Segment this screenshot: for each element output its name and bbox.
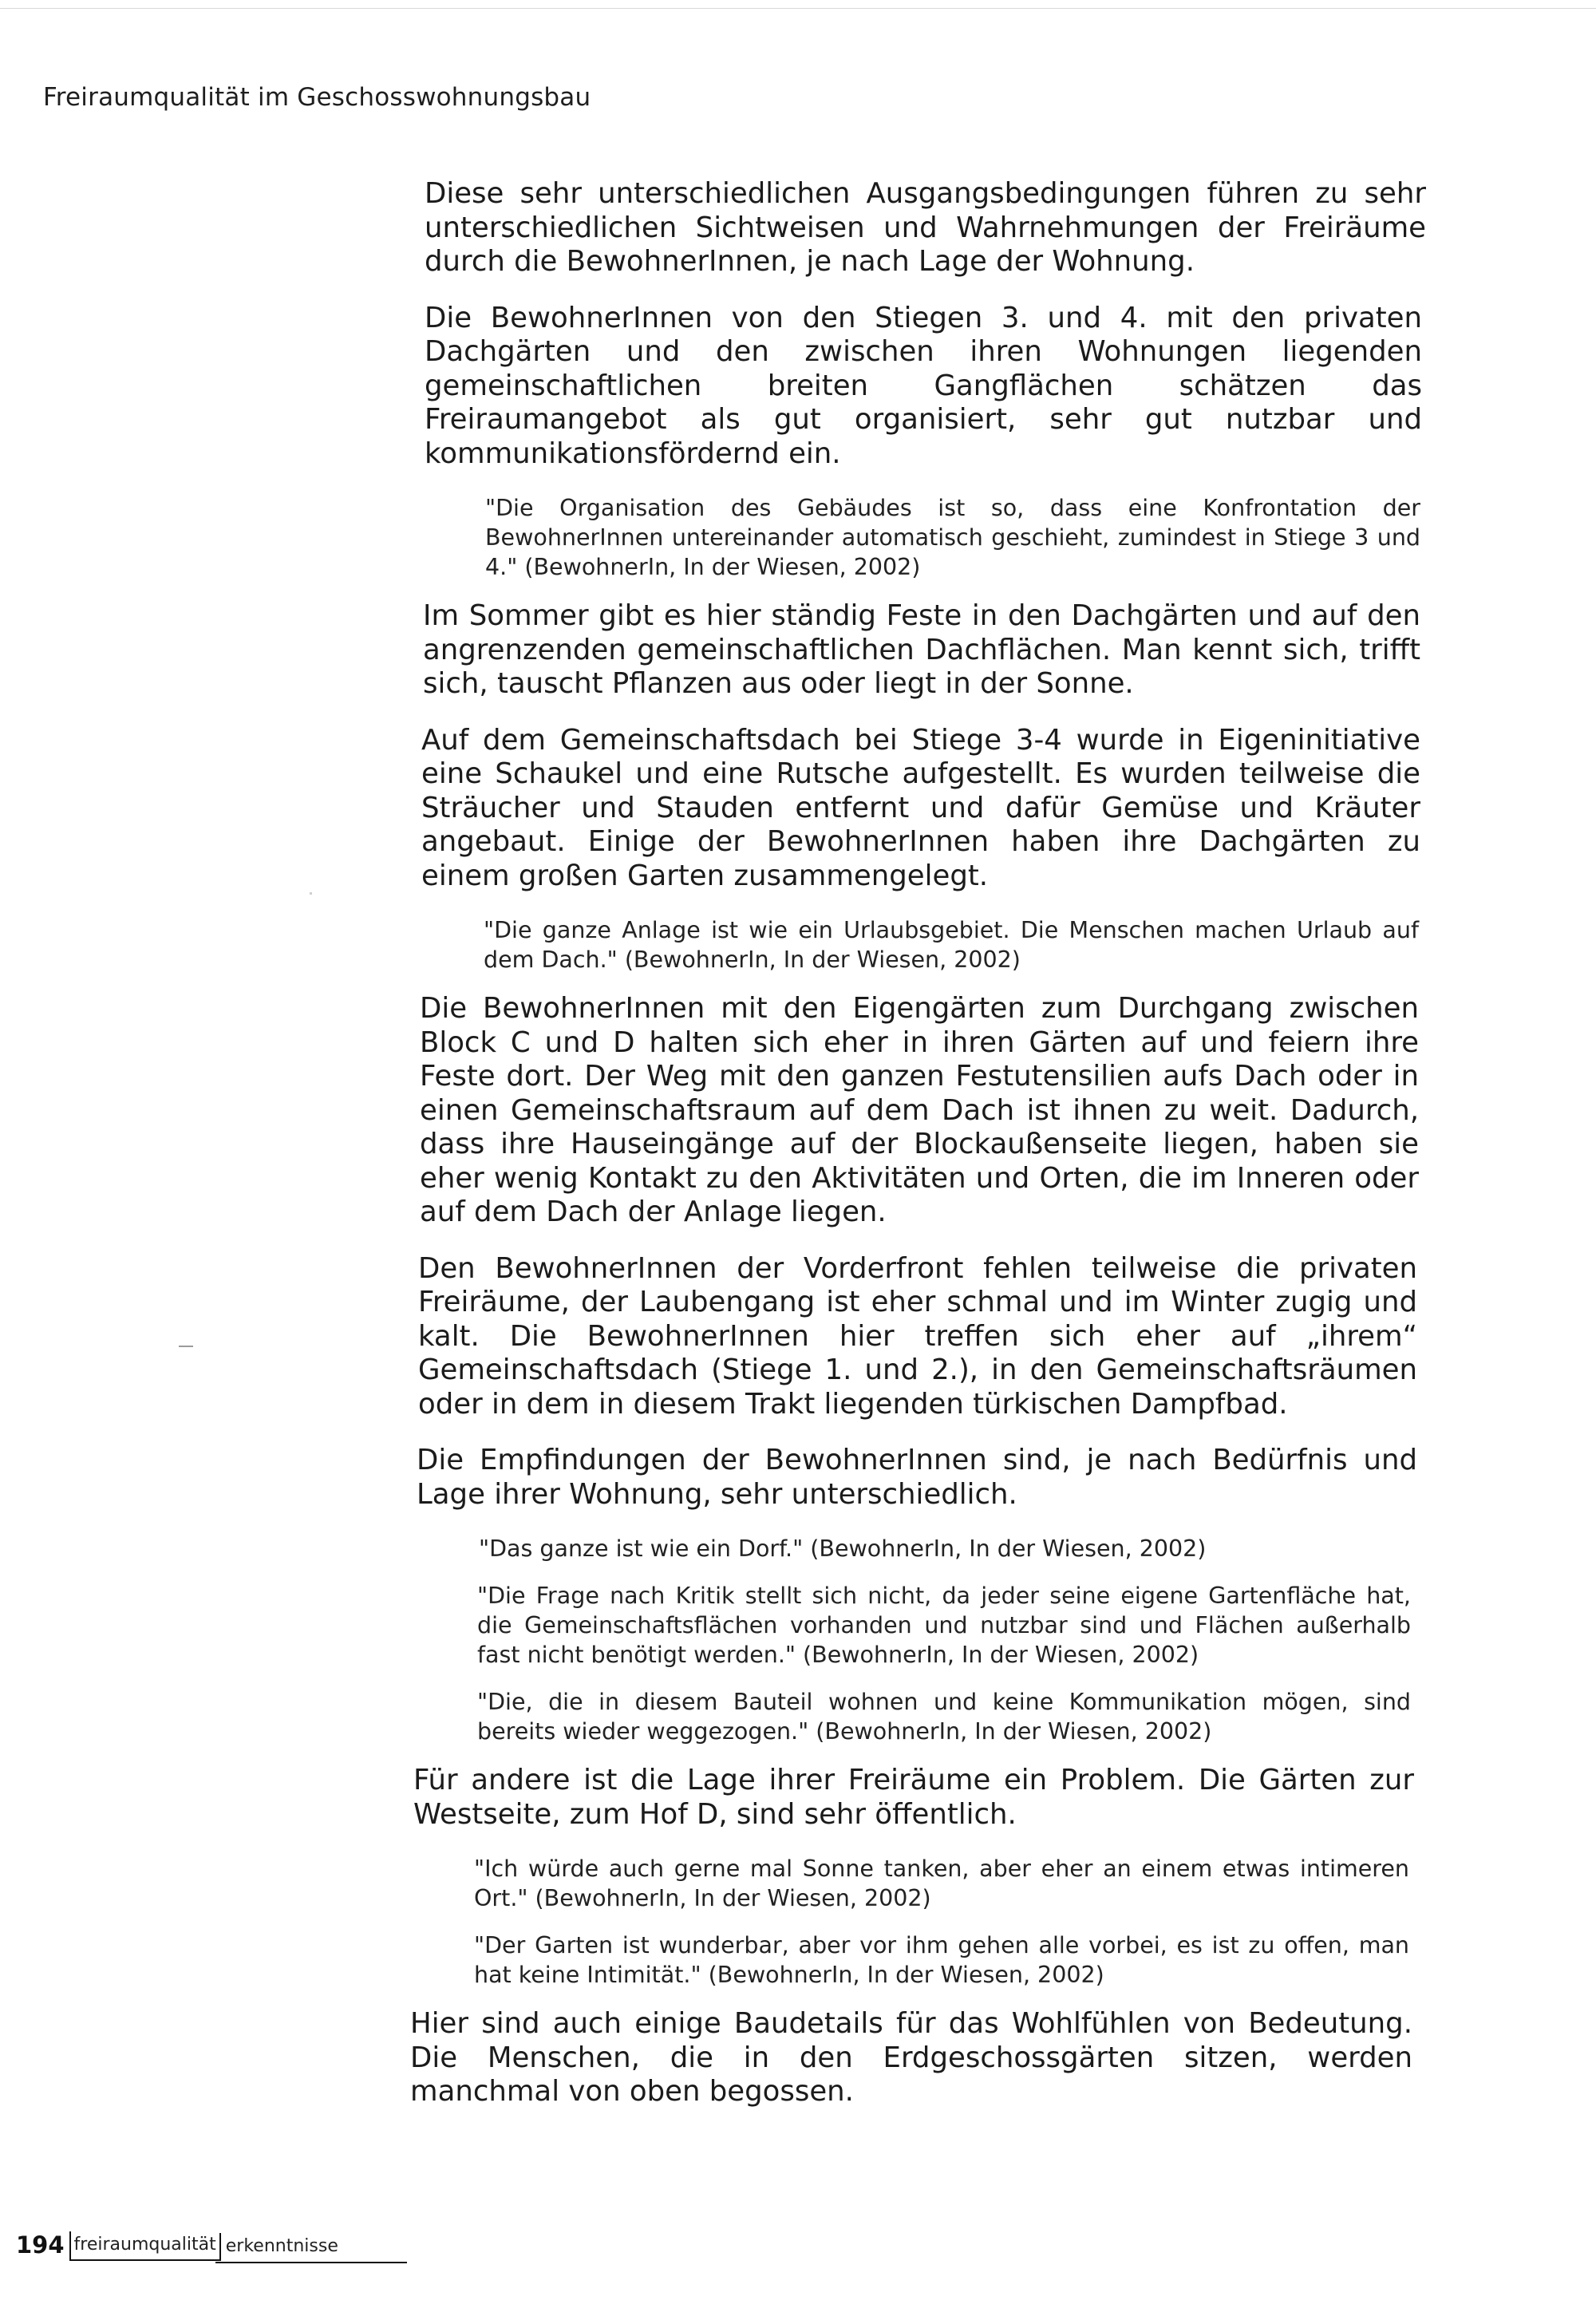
body-paragraph: Hier sind auch einige Baudetails für das Wohlfühlen von Bedeutung. Die Menschen, die in den Erdgeschossgärten sitzen, werden manchmal von oben begossen. — [410, 2007, 1412, 2108]
footer-chapter-label: erkenntnisse — [225, 2236, 338, 2256]
body-paragraph: Die Empfindungen der BewohnerInnen sind, je nach Bedürfnis und Lage ihrer Wohnung, sehr unterschiedlich. — [417, 1444, 1417, 1511]
margin-dash-mark — [179, 1346, 193, 1347]
footer-section-label: freiraumqualität — [71, 2233, 221, 2261]
body-paragraph: Die BewohnerInnen von den Stiegen 3. und 4. mit den privaten Dachgärten und den zwischen ihren Wohnungen liegenden gemeinschaftlichen breiten Gangflächen schätzen das Freiraumangebot als gut organisiert, sehr gut nutzbar und kommunikationsfördernd ein. — [425, 301, 1422, 470]
interview-quote: "Die ganze Anlage ist wie ein Urlaubsgebiet. Die Menschen machen Urlaub auf dem Dach." (BewohnerIn, In der Wiesen, 2002) — [484, 917, 1419, 973]
body-paragraph: Auf dem Gemeinschaftsdach bei Stiege 3-4 wurde in Eigeninitiative eine Schaukel und eine Rutsche aufgestellt. Es wurden teilweise die Sträucher und Stauden entfernt und dafür Gemüse und Kräuter angebaut. Einige der BewohnerInnen haben ihre Dachgärten zu einem großen Garten zusammengelegt. — [421, 723, 1420, 892]
footer-rule — [215, 2262, 407, 2263]
interview-quote: "Das ganze ist wie ein Dorf." (BewohnerIn, In der Wiesen, 2002) — [479, 1535, 1207, 1562]
interview-quote: "Die Frage nach Kritik stellt sich nicht, da jeder seine eigene Gartenfläche hat, die Gemeinschaftsflächen vorhanden und nutzbar sind und Flächen außerhalb fast nicht benötigt werden." (BewohnerIn, In der Wiesen, 2002) — [477, 1583, 1411, 1668]
interview-quote: "Ich würde auch gerne mal Sonne tanken, aber eher an einem etwas intimeren Ort." (BewohnerIn, In der Wiesen, 2002) — [474, 1856, 1409, 1911]
running-header: Freiraumqualität im Geschosswohnungsbau — [43, 83, 591, 112]
interview-quote: "Die, die in diesem Bauteil wohnen und keine Kommunikation mögen, sind bereits wieder weggezogen." (BewohnerIn, In der Wiesen, 2002) — [477, 1689, 1411, 1745]
main-text-column — [0, 177, 1596, 2132]
margin-speck — [310, 892, 312, 895]
body-paragraph: Diese sehr unterschiedlichen Ausgangsbedingungen führen zu sehr unterschiedlichen Sichtweisen und Wahrnehmungen der Freiräume durch die BewohnerInnen, je nach Lage der Wohnung. — [425, 177, 1426, 278]
interview-quote: "Der Garten ist wunderbar, aber vor ihm gehen alle vorbei, es ist zu offen, man hat keine Intimität." (BewohnerIn, In der Wiesen, 2002) — [474, 1932, 1409, 1988]
page-footer — [16, 2229, 342, 2261]
body-paragraph: Die BewohnerInnen mit den Eigengärten zum Durchgang zwischen Block C und D halten sich eher in ihren Gärten auf und feiern ihre Feste dort. Der Weg mit den ganzen Festutensilien aufs Dach oder in einen Gemeinschaftsraum auf dem Dach ist ihnen zu weit. Dadurch, dass ihre Hauseingänge auf der Blockaußenseite liegen, haben sie eher wenig Kontakt zu den Aktivitäten und Orten, die im Inneren oder auf dem Dach der Anlage liegen. — [420, 992, 1419, 1228]
body-paragraph: Für andere ist die Lage ihrer Freiräume ein Problem. Die Gärten zur Westseite, zum Hof D, sind sehr öffentlich. — [413, 1764, 1414, 1831]
page-number: 194 — [16, 2231, 71, 2261]
body-paragraph: Im Sommer gibt es hier ständig Feste in den Dachgärten und auf den angrenzenden gemeinschaftlichen Dachflächen. Man kennt sich, trifft sich, tauscht Pflanzen aus oder liegt in der Sonne. — [423, 599, 1420, 700]
interview-quote: "Die Organisation des Gebäudes ist so, dass eine Konfrontation der BewohnerInnen untereinander automatisch geschieht, zumindest in Stiege 3 und 4." (BewohnerIn, In der Wiesen, 2002) — [485, 495, 1420, 580]
body-paragraph: Den BewohnerInnen der Vorderfront fehlen teilweise die privaten Freiräume, der Laubengang ist eher schmal und im Winter zugig und kalt. Die BewohnerInnen hier treffen sich eher auf „ihrem“ Gemeinschaftsdach (Stiege 1. und 2.), in den Gemeinschaftsräumen oder in dem in diesem Trakt liegenden türkischen Dampfbad. — [418, 1251, 1417, 1421]
top-edge-rule — [0, 8, 1596, 9]
